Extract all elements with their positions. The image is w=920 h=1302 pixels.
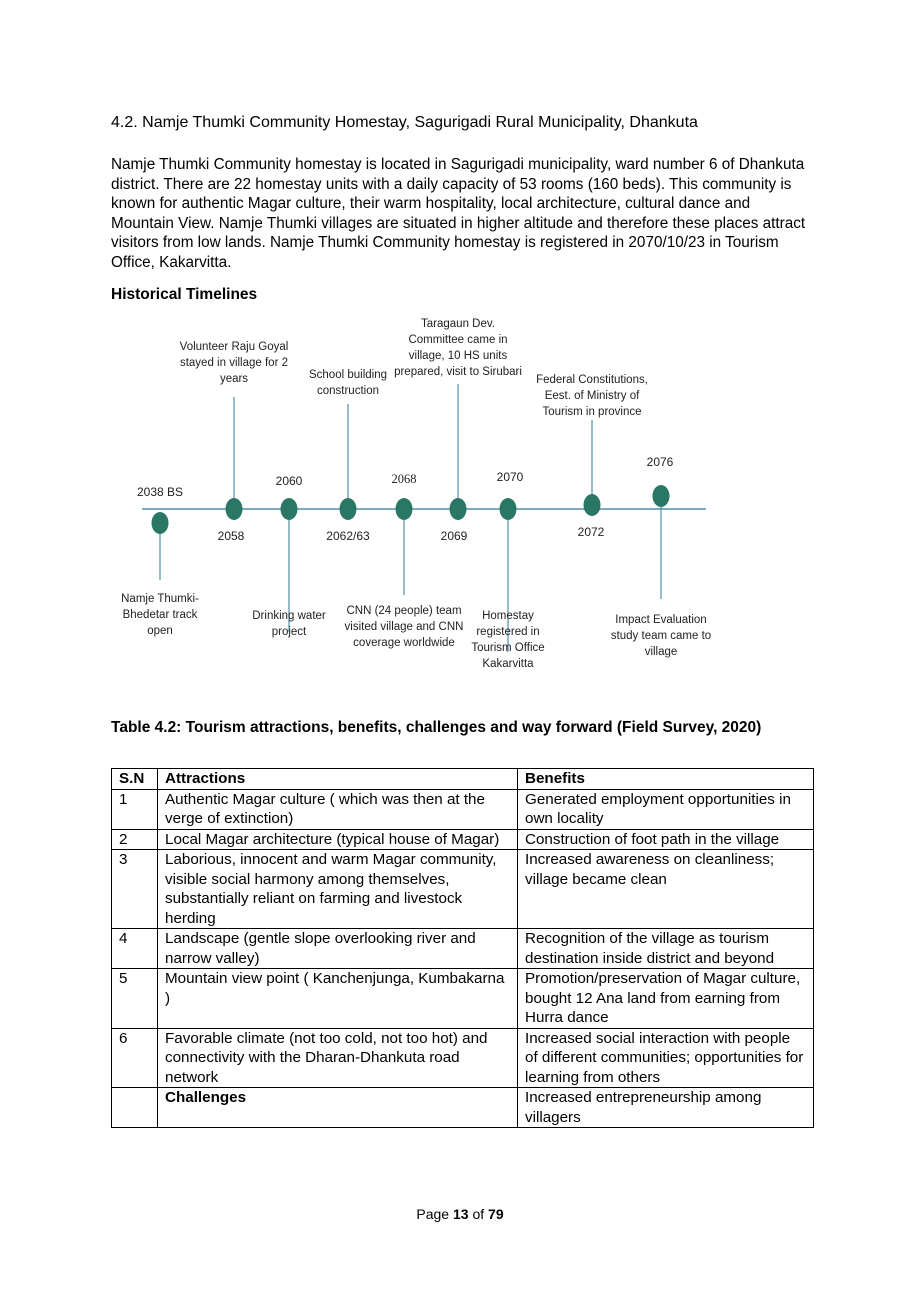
- cell-benefit: Recognition of the village as tourism destination inside district and beyond: [518, 929, 814, 969]
- cell-sn: 6: [112, 1028, 158, 1088]
- timeline-node-2068: [396, 498, 413, 520]
- cell-attraction: Laborious, innocent and warm Magar community, visible social harmony among themselves, substantially reliant on farming and livestock herding: [158, 850, 518, 929]
- historical-timeline: [100, 312, 740, 692]
- cell-sn: 2: [112, 829, 158, 850]
- timeline-year-2038-bs: 2038 BS: [136, 485, 184, 499]
- timeline-label-2062-63: School building construction: [308, 369, 388, 397]
- timeline-node-2070: [500, 498, 517, 520]
- header-sn: S.N: [112, 769, 158, 790]
- footer-prefix: Page: [416, 1206, 453, 1222]
- footer-of: of: [468, 1206, 489, 1222]
- cell-attraction: Landscape (gentle slope overlooking river and narrow valley): [158, 929, 518, 969]
- timeline-node-2069: [450, 498, 467, 520]
- table-row: [112, 1028, 814, 1088]
- timeline-label-2069: Taragaun Dev. Committee came in village, 10 HS units prepared, visit to Sirubari: [394, 318, 522, 378]
- table-row: [112, 969, 814, 1029]
- timeline-node-2076: [653, 485, 670, 507]
- cell-challenges-label: Challenges: [158, 1088, 518, 1128]
- timeline-node-2060: [281, 498, 298, 520]
- table-caption: Table 4.2: Tourism attractions, benefits, challenges and way forward (Field Survey, 2020): [111, 719, 762, 736]
- cell-benefit: Generated employment opportunities in own locality: [518, 789, 814, 829]
- timeline-year-2058: 2058: [217, 529, 245, 543]
- timeline-label-2060: Drinking water project: [252, 610, 326, 638]
- timeline-year-2070: 2070: [496, 470, 524, 484]
- cell-benefit: Increased social interaction with people of different communities; opportunities for learning from others: [518, 1028, 814, 1088]
- timeline-year-2072: 2072: [577, 525, 605, 539]
- timeline-label-2070: Homestay registered in Tourism Office Kakarvitta: [471, 610, 545, 670]
- timeline-title: Historical Timelines: [111, 286, 258, 303]
- table-row: [112, 789, 814, 829]
- timeline-year-2062-63: 2062/63: [326, 529, 370, 543]
- timeline-label-2076: Impact Evaluation study team came to village: [610, 614, 712, 658]
- intro-paragraph: Namje Thumki Community homestay is located in Sagurigadi municipality, ward number 6 of Dhankuta district. There are 22 homestay units with a daily capacity of 53 rooms (160 beds). This community is known for authentic Magar culture, their warm hospitality, local architecture, cultural dance and Mountain View. Namje Thumki villages are situated in higher altitude and therefore these places attract visitors from low lands. Namje Thumki Community homestay is registered in 2070/10/23 in Tourism Office, Kakarvitta.: [111, 156, 806, 271]
- timeline-year-2076: 2076: [646, 455, 674, 469]
- timeline-year-2060: 2060: [275, 474, 303, 488]
- cell-sn: 1: [112, 789, 158, 829]
- table-row: [112, 929, 814, 969]
- page-footer: [0, 1206, 920, 1222]
- cell-benefit: Promotion/preservation of Magar culture, bought 12 Ana land from earning from Hurra dance: [518, 969, 814, 1029]
- footer-total-pages: 79: [488, 1206, 504, 1222]
- cell-attraction: Local Magar architecture (typical house of Magar): [158, 829, 518, 850]
- cell-attraction: Favorable climate (not too cold, not too hot) and connectivity with the Dharan-Dhankuta road network: [158, 1028, 518, 1088]
- table-header-row: [112, 769, 814, 790]
- timeline-label-2058: Volunteer Raju Goyal stayed in village for 2 years: [179, 341, 289, 385]
- cell-benefit: Increased awareness on cleanliness; village became clean: [518, 850, 814, 929]
- timeline-year-2068: 2068: [391, 472, 417, 486]
- timeline-node-2058: [226, 498, 243, 520]
- cell-sn: 3: [112, 850, 158, 929]
- timeline-label-2072: Federal Constitutions, Eest. of Ministry of Tourism in province: [536, 374, 648, 418]
- timeline-label-2068: CNN (24 people) team visited village and CNN coverage worldwide: [344, 605, 464, 649]
- timeline-node-2072: [584, 494, 601, 516]
- attractions-benefits-table: [111, 768, 814, 1128]
- cell-sn: [112, 1088, 158, 1128]
- header-attractions: Attractions: [158, 769, 518, 790]
- header-benefits: Benefits: [518, 769, 814, 790]
- section-heading: 4.2. Namje Thumki Community Homestay, Sagurigadi Rural Municipality, Dhankuta: [111, 114, 698, 131]
- timeline-year-2069: 2069: [440, 529, 468, 543]
- cell-benefit: Construction of foot path in the village: [518, 829, 814, 850]
- timeline-label-2038-bs: Namje Thumki-Bhedetar track open: [121, 593, 199, 637]
- cell-benefit: Increased entrepreneurship among villagers: [518, 1088, 814, 1128]
- table-row: [112, 1088, 814, 1128]
- timeline-node-2038-bs: [152, 512, 169, 534]
- timeline-node-2062-63: [340, 498, 357, 520]
- cell-attraction: Authentic Magar culture ( which was then at the verge of extinction): [158, 789, 518, 829]
- table-row: [112, 850, 814, 929]
- cell-sn: 4: [112, 929, 158, 969]
- cell-sn: 5: [112, 969, 158, 1029]
- cell-attraction: Mountain view point ( Kanchenjunga, Kumbakarna ): [158, 969, 518, 1029]
- table-row: [112, 829, 814, 850]
- footer-page-number: 13: [452, 1206, 469, 1222]
